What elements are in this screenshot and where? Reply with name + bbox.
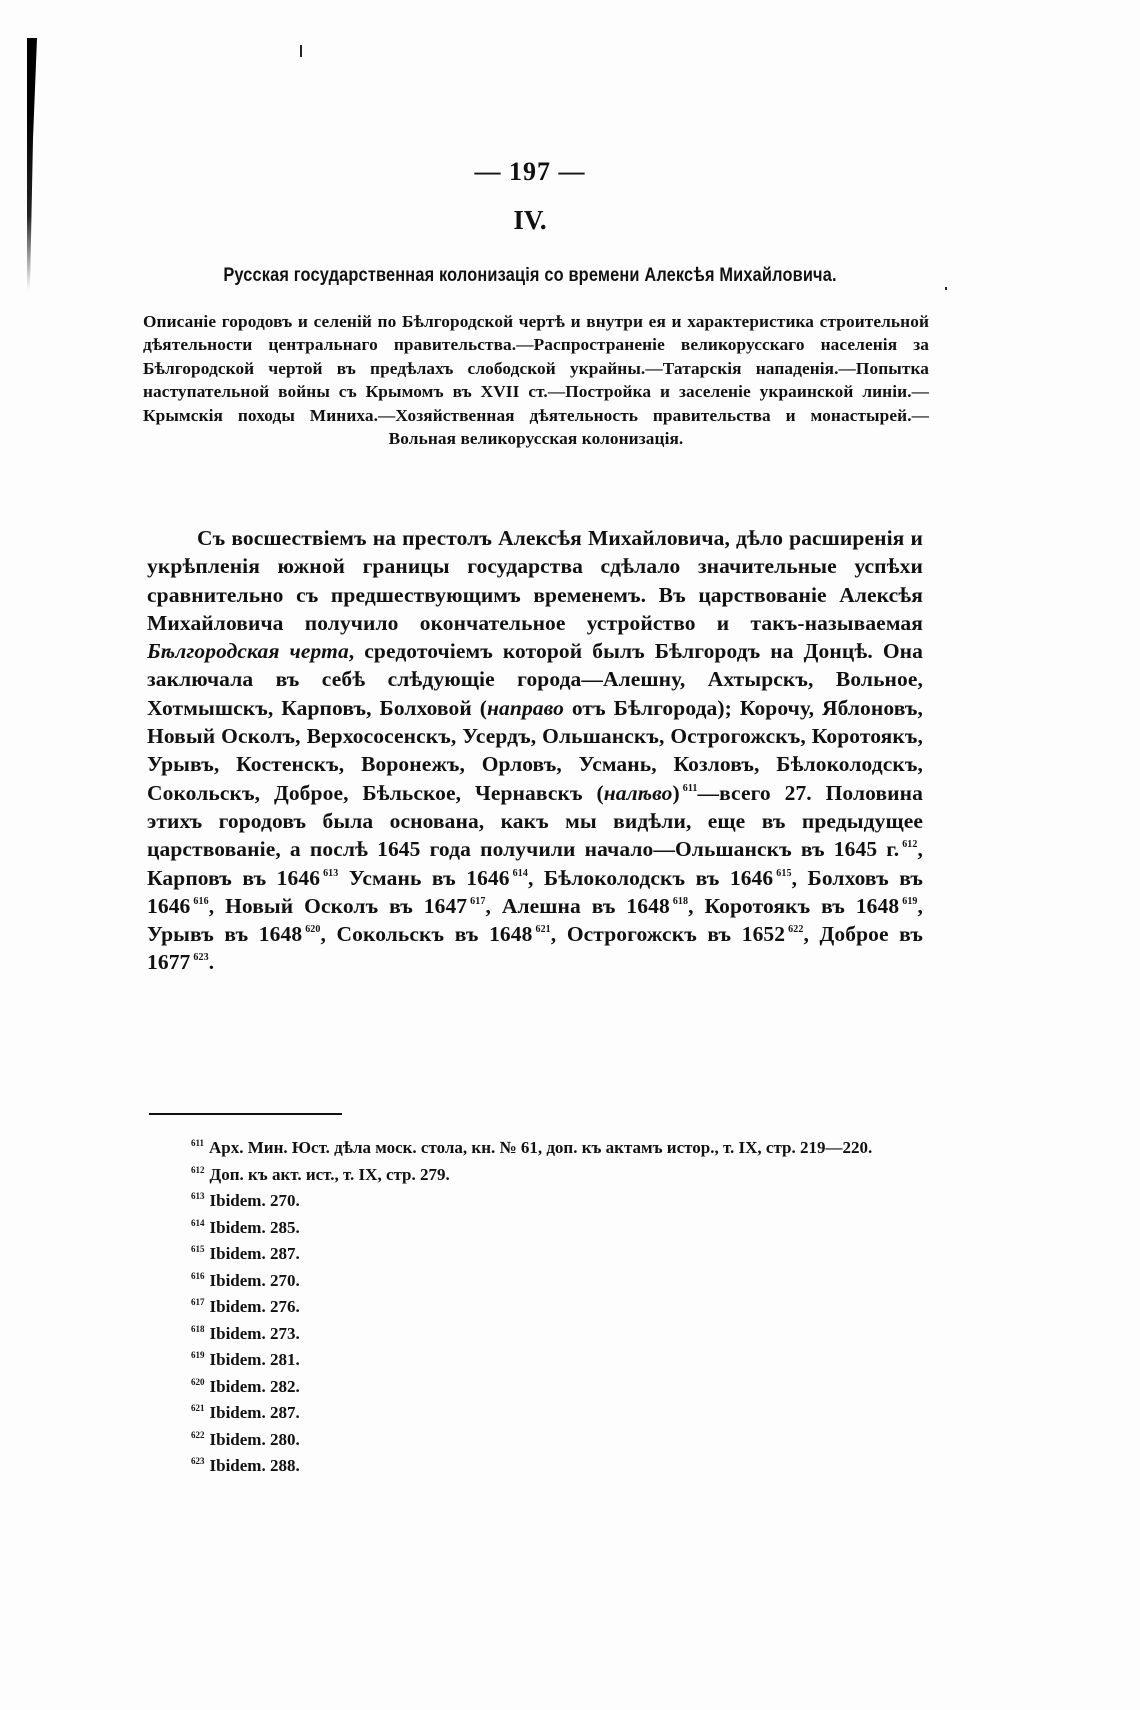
- chapter-summary: Описаніе городовъ и селеній по Бѣлгородской чертѣ и внутри ея и характеристика строительной дѣятельности центральнаго правительства.—Распространеніе великорусскаго населенія за Бѣлгородской чертой въ предѣлахъ слободской украйны.—Татарскія нападенія.—Попытка наступательной войны съ Крымомъ въ XVII ст.—Постройка и заселеніе украинской линіи.—Крымскія походы Миниха.—Хозяйственная дѣятельность правительства и монастырей.—Вольная великорусская колонизація.: [143, 312, 929, 449]
- body-text-segment: , Коротоякъ въ 1648: [688, 893, 900, 918]
- footnote: [149, 1215, 919, 1242]
- body-text-segment: , Сокольскъ въ 1648: [320, 922, 533, 947]
- footnote-text: Ibidem. 280.: [209, 1429, 300, 1449]
- footnote: [149, 1427, 919, 1454]
- body-text-segment: , Новый Осколъ въ 1647: [208, 893, 468, 918]
- footnote: [149, 1400, 919, 1427]
- footnote-number: 621: [191, 1403, 205, 1413]
- body-italic-term: направо: [487, 695, 564, 720]
- footnote-number: 620: [191, 1376, 205, 1387]
- body-text-segment: .: [208, 950, 215, 975]
- footnote: [149, 1188, 919, 1215]
- footnote-ref[interactable]: 622: [788, 924, 804, 936]
- page-number: — 197 —: [474, 157, 586, 186]
- footnote-ref[interactable]: 619: [902, 895, 918, 907]
- footnote: [149, 1294, 919, 1321]
- footnote: [149, 1453, 919, 1480]
- body-text-segment: —всего 27. Половина этихъ городовъ была основана, какъ мы видѣли, еще въ предыдущее царствованіе, а послѣ 1645 года получили начало—Ольшанскъ въ 1645 г.: [147, 780, 923, 862]
- body-italic-term: налѣво: [603, 780, 673, 805]
- footnote-ref[interactable]: 612: [902, 839, 918, 851]
- footnote-number: 616: [191, 1270, 205, 1281]
- footnote-ref[interactable]: 623: [193, 952, 209, 964]
- footnote-number: 623: [191, 1456, 205, 1466]
- body-text-segment: отъ Бѣлгорода); Корочу, Яблоновъ, Новый Осколъ, Верхососенскъ, Усердъ, Ольшанскъ, Острогожскъ, Коротоякъ, Урывъ, Костенскъ, Воронежъ, Орловъ, Усмань, Козловъ, Бѣлоколодскъ, Сокольскъ, Доброе, Бѣльское, Чернавскъ (: [147, 695, 923, 805]
- footnote: [149, 1347, 919, 1374]
- footnote-text: Ibidem. 288.: [209, 1456, 300, 1475]
- body-text-segment: , Урывъ въ 1648: [147, 893, 924, 947]
- body-text-segment: , Алешна въ 1648: [485, 893, 670, 918]
- body-text-segment: , Болховъ въ 1646: [147, 865, 923, 918]
- footnote-number: 617: [191, 1297, 205, 1307]
- footnote: [149, 1321, 919, 1348]
- footnote-number: 613: [191, 1191, 205, 1201]
- footnote-ref[interactable]: 617: [470, 895, 486, 907]
- footnote-ref[interactable]: 618: [672, 895, 689, 907]
- footnote-number: 612: [191, 1164, 205, 1175]
- footnote-ref[interactable]: 621: [535, 924, 551, 936]
- scan-speck: [300, 45, 302, 57]
- footnote-text: Ibidem. 270.: [209, 1191, 300, 1210]
- footnote: [149, 1162, 919, 1189]
- footnote-ref[interactable]: 611: [682, 782, 698, 794]
- footnote: [149, 1374, 919, 1401]
- body-text-segment: , средоточіемъ которой былъ Бѣлгородъ на Донцѣ. Она заключала въ себѣ слѣдующіе города—Алешну, Ахтырскъ, Вольное, Хотмышскъ, Карповъ, Болховой (: [147, 639, 923, 720]
- footnote-ref[interactable]: 613: [323, 867, 339, 879]
- body-paragraph: [147, 524, 923, 977]
- footnote-text: Доп. къ акт. ист., т. IX, стр. 279.: [209, 1164, 450, 1184]
- footnote-text: Ibidem. 285.: [209, 1217, 300, 1237]
- footnote-text: Арх. Мин. Юст. дѣла моск. стола, кн. № 61, доп. къ актамъ истор., т. IX, стр. 219—220.: [209, 1138, 873, 1157]
- footnote-number: 611: [191, 1138, 205, 1148]
- footnote-divider: [149, 1113, 342, 1115]
- footnote-ref[interactable]: 615: [776, 867, 792, 879]
- footnote-number: 618: [191, 1323, 205, 1334]
- footnote-number: 622: [191, 1429, 205, 1440]
- footnote-text: Ibidem. 270.: [209, 1270, 300, 1290]
- chapter-title: Русская государственная колонизація со времени Алексѣя Михайловича.: [223, 265, 837, 286]
- footnote-number: 615: [191, 1244, 205, 1254]
- footnote-text: Ibidem. 281.: [209, 1350, 300, 1369]
- body-text-segment: Съ восшествіемъ на престолъ Алексѣя Михайловича, дѣло расширенія и укрѣпленія южной границы государства сдѣлало значительные успѣхи сравнительно съ предшествующимъ временемъ. Въ царствованіе Алексѣя Михайловича получило окончательное устройство и такъ-называемая: [147, 526, 923, 635]
- body-text-segment: , Острогожскъ въ 1652: [550, 922, 786, 947]
- footnote: [149, 1135, 919, 1162]
- body-text-segment: ): [672, 780, 680, 805]
- footnote-text: Ibidem. 287.: [209, 1403, 300, 1422]
- footnote-text: Ibidem. 273.: [209, 1323, 300, 1343]
- footnote-ref[interactable]: 614: [512, 867, 528, 879]
- body-text-segment: , Бѣлоколодскъ въ 1646: [527, 865, 774, 890]
- footnote-ref[interactable]: 620: [305, 924, 321, 936]
- body-text-segment: , Карповъ въ 1646: [147, 837, 923, 890]
- scan-speck: [945, 287, 947, 290]
- footnotes: [149, 1135, 919, 1480]
- footnote-number: 614: [191, 1217, 205, 1228]
- footnote-text: Ibidem. 276.: [209, 1297, 300, 1316]
- footnote-text: Ibidem. 287.: [209, 1244, 300, 1263]
- footnote-number: 619: [191, 1350, 205, 1360]
- footnote-ref[interactable]: 616: [193, 895, 209, 907]
- footnote-text: Ibidem. 282.: [209, 1376, 300, 1396]
- body-text-segment: Усмань въ 1646: [338, 865, 510, 890]
- footnote: [149, 1268, 919, 1295]
- body-italic-term: Бѣлгородская черта: [147, 639, 349, 664]
- body-text-segment: , Доброе въ 1677: [147, 922, 923, 975]
- chapter-number: IV.: [513, 205, 547, 235]
- footnote: [149, 1241, 919, 1268]
